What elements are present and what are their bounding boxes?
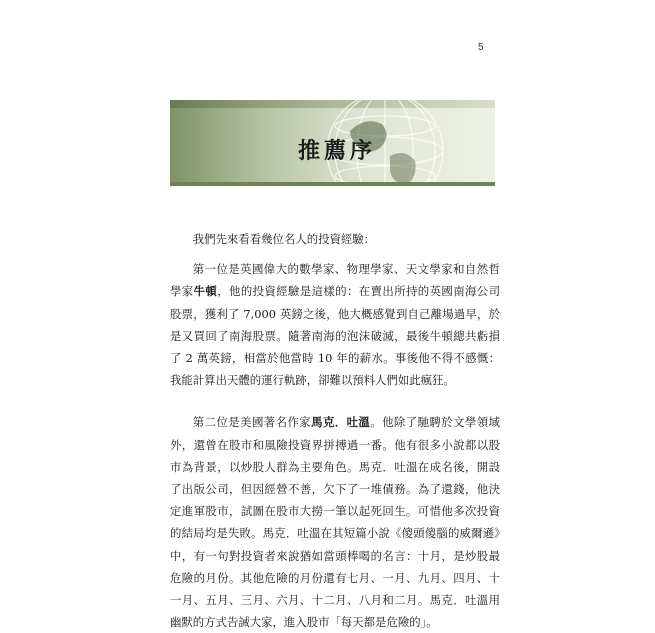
name-newton: 牛頓 <box>193 284 218 299</box>
paragraph-twain <box>170 411 500 633</box>
intro-paragraph: 我們先來看看幾位名人的投資經驗： <box>192 232 376 246</box>
body-text <box>170 228 500 633</box>
paragraph-twain-start: 第二位是美國著名作家 <box>192 415 312 430</box>
paragraph-newton-rest: ，他的投資經驗是這樣的：在賣出所持的英國南海公司股票，獲利了 7,000 英鎊之後，他大概感覺到自己離場過早，於是又買回了南海股票。隨著南海的泡沫破滅，最後牛頓總共虧損了 2 萬英鎊，相當於他當時 10 年的薪水。事後他不得不感慨：我能計算出天體的運行軌跡，卻難以預料人們如此瘋狂。 <box>170 284 500 388</box>
paragraph-twain-rest: 。他除了馳騁於文學領域外，還曾在股市和風險投資界拼搏過一番。他有很多小說都以股市為背景，以炒股人群為主要角色。馬克．吐溫在成名後，開設了出版公司，但因經營不善，欠下了一堆債務。為了還錢，他決定進軍股市，試圖在股市大撈一筆以起死回生。可惜他多次投資的結局均是失敗。馬克．吐溫在其短篇小說《傻頭傻腦的威爾遜》中，有一句對投資者來說猶如當頭棒喝的名言：十月，是炒股最危險的月份。其他危險的月份還有七月、一月、九月、四月、十一月、五月、三月、六月、十二月、八月和二月。馬克．吐溫用幽默的方式告誡大家，進入股市「每天都是危險的」。 <box>170 415 500 630</box>
paragraph-newton <box>170 258 500 391</box>
banner-underline <box>170 182 495 186</box>
page-title: 推薦序 <box>298 138 377 164</box>
page-number: 5 <box>478 42 484 53</box>
paragraph-newton-start: 第一位是英國偉大的數學家、物理學家、天文學家和自然哲學家 <box>170 262 500 299</box>
name-twain: 馬克．吐溫 <box>311 415 371 430</box>
chapter-banner <box>170 100 495 182</box>
